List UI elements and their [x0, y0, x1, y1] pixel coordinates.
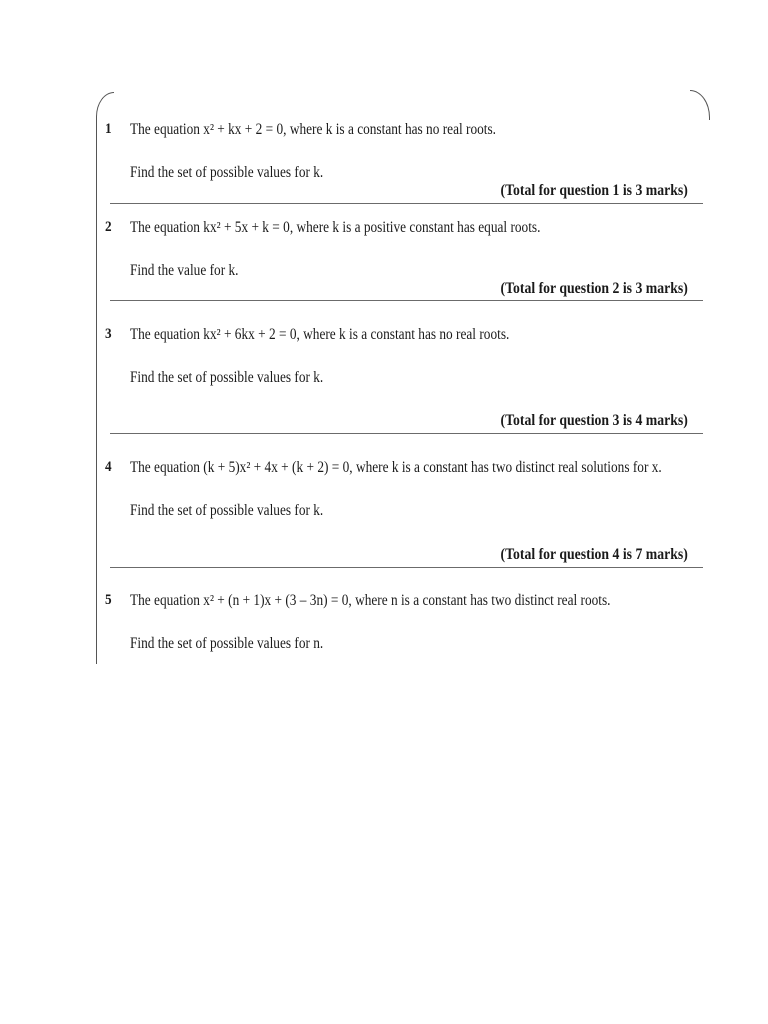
question-task: Find the set of possible values for k. — [130, 164, 324, 181]
divider-line — [110, 203, 703, 204]
question-statement: The equation x² + kx + 2 = 0, where k is a constant has no real roots. — [130, 121, 497, 138]
question-number: 5 — [105, 592, 112, 608]
divider-line — [110, 433, 703, 434]
question-total-marks: (Total for question 3 is 4 marks) — [500, 412, 688, 429]
question-task: Find the set of possible values for n. — [130, 635, 324, 652]
question-total-marks: (Total for question 1 is 3 marks) — [500, 182, 688, 199]
question-total-marks: (Total for question 2 is 3 marks) — [500, 280, 688, 297]
question-total-marks: (Total for question 4 is 7 marks) — [500, 546, 688, 563]
question-task: Find the set of possible values for k. — [130, 369, 324, 386]
question-statement: The equation kx² + 5x + k = 0, where k is a positive constant has equal roots. — [130, 219, 541, 236]
question-number: 2 — [105, 219, 112, 235]
question-statement: The equation kx² + 6kx + 2 = 0, where k is a constant has no real roots. — [130, 326, 510, 343]
question-task: Find the value for k. — [130, 262, 239, 279]
page-border — [96, 92, 114, 664]
divider-line — [110, 300, 703, 301]
divider-line — [110, 567, 703, 568]
question-task: Find the set of possible values for k. — [130, 502, 324, 519]
question-statement: The equation (k + 5)x² + 4x + (k + 2) = 0, where k is a constant has two distinct real solutions for x. — [130, 459, 662, 476]
question-number: 3 — [105, 326, 112, 342]
page-corner-mark — [690, 90, 710, 120]
question-statement: The equation x² + (n + 1)x + (3 – 3n) = 0, where n is a constant has two distinct real roots. — [130, 592, 611, 609]
question-number: 4 — [105, 459, 112, 475]
question-number: 1 — [105, 121, 112, 137]
